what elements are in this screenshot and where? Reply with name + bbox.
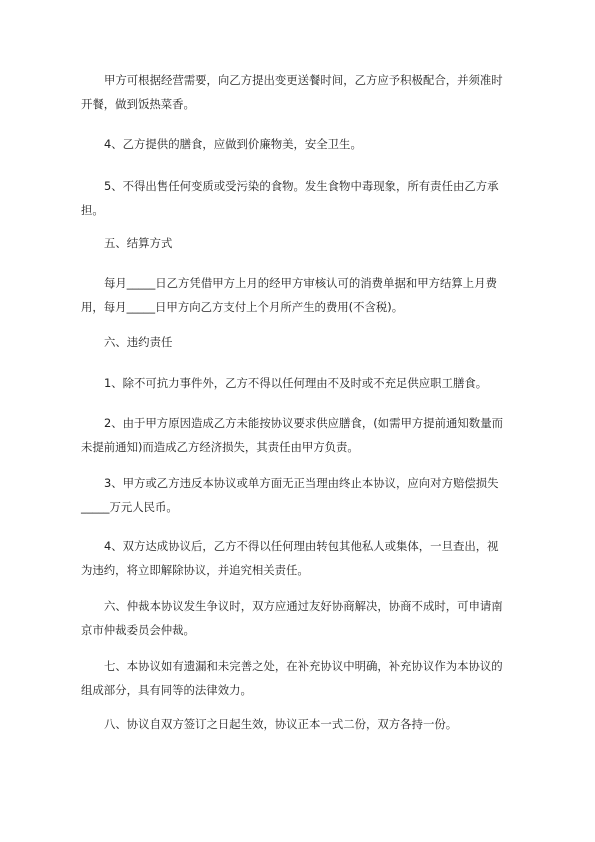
paragraph-line: 开餐，做到饭热菜香。 [81, 97, 195, 111]
paragraph-line: 七、本协议如有遗漏和未完善之处，在补充协议中明确，补充协议作为本协议的 [104, 659, 503, 673]
paragraph-liability-item-4 [81, 534, 523, 582]
paragraph-liability-item-1 [81, 371, 523, 395]
paragraph-line: 八、协议自双方签订之日起生效，协议正本一式二份，双方各持一份。 [104, 717, 458, 731]
paragraph-line: _____万元人民币。 [81, 500, 178, 514]
paragraph-line: 2、由于甲方原因造成乙方未能按协议要求供应膳食，(如需甲方提前通知数量而 [104, 416, 503, 430]
paragraph-line: 京市仲裁委员会仲裁。 [81, 623, 195, 637]
paragraph-arbitration [81, 594, 523, 642]
section-heading-settlement: 五、结算方式 [104, 236, 173, 250]
paragraph-item-5-food-safety [81, 174, 523, 222]
paragraph-line: 组成部分，具有同等的法律效力。 [81, 683, 252, 697]
paragraph-line: 5、不得出售任何变质或受污染的食物。发生食物中毒现象，所有责任由乙方承 [104, 179, 499, 193]
paragraph-line: 甲方可根据经营需要，向乙方提出变更送餐时间，乙方应予积极配合，并须准时 [104, 73, 503, 87]
paragraph-line: 为违约，将立即解除协议，并追究相关责任。 [81, 563, 309, 577]
paragraph-line: 3、甲方或乙方违反本协议或单方面无正当理由终止本协议，应向对方赔偿损失 [104, 476, 499, 490]
paragraph-liability-item-2 [81, 411, 523, 459]
paragraph-line: 担。 [81, 203, 104, 217]
paragraph-effective-date [81, 712, 523, 736]
paragraph-line: 用，每月_____日甲方向乙方支付上个月所产生的费用(不含税)。 [81, 300, 404, 314]
paragraph-line: 4、乙方提供的膳食，应做到价廉物美，安全卫生。 [104, 137, 362, 151]
paragraph-line: 4、双方达成协议后，乙方不得以任何理由转包其他私人或集体，一旦查出，视 [104, 539, 499, 553]
paragraph-item-4-food-quality [81, 132, 523, 156]
paragraph-supplementary-agreement [81, 654, 523, 702]
paragraph-line: 六、仲裁本协议发生争议时，双方应通过友好协商解决，协商不成时，可申请南 [104, 599, 503, 613]
paragraph-line: 每月_____日乙方凭借甲方上月的经甲方审核认可的消费单据和甲方结算上月费 [104, 276, 497, 290]
paragraph-line: 未提前通知)而造成乙方经济损失，其责任由甲方负责。 [81, 440, 359, 454]
section-heading-liability: 六、违约责任 [104, 335, 173, 349]
paragraph-meal-time-change [81, 68, 523, 116]
paragraph-line: 1、除不可抗力事件外，乙方不得以任何理由不及时或不充足供应职工膳食。 [104, 376, 488, 390]
paragraph-liability-item-3 [81, 471, 523, 519]
paragraph-settlement-terms [81, 271, 523, 319]
